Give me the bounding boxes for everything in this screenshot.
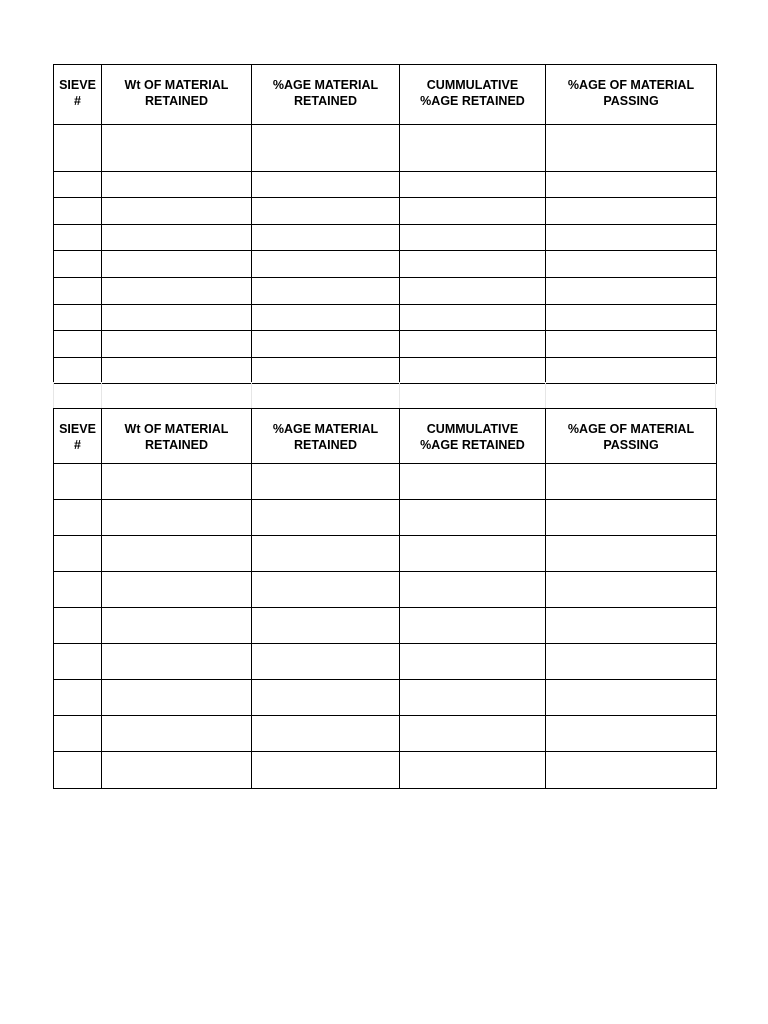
- table-row: [54, 644, 717, 680]
- empty-cell[interactable]: [546, 644, 717, 680]
- empty-cell[interactable]: [252, 278, 400, 305]
- empty-cell[interactable]: [102, 500, 252, 536]
- empty-cell[interactable]: [252, 251, 400, 278]
- empty-cell[interactable]: [400, 225, 546, 251]
- empty-cell[interactable]: [546, 198, 717, 225]
- empty-cell[interactable]: [54, 305, 102, 331]
- empty-cell[interactable]: [252, 305, 400, 331]
- empty-cell[interactable]: [54, 251, 102, 278]
- empty-cell[interactable]: [400, 251, 546, 278]
- empty-cell[interactable]: [102, 716, 252, 752]
- empty-cell[interactable]: [546, 331, 717, 358]
- empty-cell[interactable]: [546, 680, 717, 716]
- empty-cell[interactable]: [546, 172, 717, 198]
- table-row: [54, 572, 717, 608]
- empty-cell[interactable]: [546, 536, 717, 572]
- empty-cell[interactable]: [102, 572, 252, 608]
- empty-cell[interactable]: [400, 358, 546, 384]
- header-cumulative-pct-retained: CUMMULATIVE %AGE RETAINED: [400, 65, 546, 125]
- empty-cell[interactable]: [546, 305, 717, 331]
- gridline: [251, 382, 252, 408]
- empty-cell[interactable]: [400, 198, 546, 225]
- gridline: [53, 382, 54, 408]
- empty-cell[interactable]: [102, 752, 252, 789]
- empty-cell[interactable]: [400, 680, 546, 716]
- table-row: [54, 536, 717, 572]
- table-row: [54, 716, 717, 752]
- gridline: [399, 382, 400, 408]
- empty-cell[interactable]: [546, 572, 717, 608]
- empty-cell[interactable]: [252, 644, 400, 680]
- empty-cell[interactable]: [102, 644, 252, 680]
- header-row: [54, 409, 717, 464]
- empty-cell[interactable]: [54, 752, 102, 789]
- empty-cell[interactable]: [102, 680, 252, 716]
- empty-cell[interactable]: [252, 198, 400, 225]
- table-row: [54, 752, 717, 789]
- empty-cell[interactable]: [546, 358, 717, 384]
- table-row: [54, 500, 717, 536]
- empty-cell[interactable]: [546, 125, 717, 172]
- empty-cell[interactable]: [102, 331, 252, 358]
- gridline: [545, 382, 546, 408]
- table-row: [54, 225, 717, 251]
- table-row: [54, 251, 717, 278]
- empty-cell[interactable]: [54, 225, 102, 251]
- empty-cell[interactable]: [54, 500, 102, 536]
- empty-cell[interactable]: [252, 536, 400, 572]
- table-row: [54, 331, 717, 358]
- table-row: [54, 198, 717, 225]
- empty-cell[interactable]: [546, 225, 717, 251]
- empty-cell[interactable]: [54, 536, 102, 572]
- table-row: [54, 125, 717, 172]
- empty-cell[interactable]: [252, 752, 400, 789]
- empty-cell[interactable]: [102, 305, 252, 331]
- empty-cell[interactable]: [546, 464, 717, 500]
- empty-cell[interactable]: [400, 278, 546, 305]
- empty-cell[interactable]: [102, 464, 252, 500]
- table-row: [54, 464, 717, 500]
- empty-cell[interactable]: [400, 716, 546, 752]
- empty-cell[interactable]: [102, 608, 252, 644]
- empty-cell[interactable]: [252, 225, 400, 251]
- empty-cell[interactable]: [54, 680, 102, 716]
- empty-cell[interactable]: [252, 500, 400, 536]
- empty-cell[interactable]: [54, 331, 102, 358]
- empty-cell[interactable]: [252, 331, 400, 358]
- empty-cell[interactable]: [102, 251, 252, 278]
- empty-cell[interactable]: [400, 536, 546, 572]
- empty-cell[interactable]: [400, 572, 546, 608]
- gridline: [715, 382, 716, 408]
- sieve-analysis-table-1: [53, 64, 717, 384]
- empty-cell[interactable]: [102, 225, 252, 251]
- empty-cell[interactable]: [54, 125, 102, 172]
- empty-cell[interactable]: [400, 608, 546, 644]
- empty-cell[interactable]: [54, 198, 102, 225]
- empty-cell[interactable]: [546, 500, 717, 536]
- empty-cell[interactable]: [102, 536, 252, 572]
- empty-cell[interactable]: [546, 251, 717, 278]
- empty-cell[interactable]: [546, 716, 717, 752]
- empty-cell[interactable]: [546, 752, 717, 789]
- empty-cell[interactable]: [400, 125, 546, 172]
- empty-cell[interactable]: [252, 572, 400, 608]
- empty-cell[interactable]: [400, 172, 546, 198]
- table-1-body: [54, 125, 717, 384]
- empty-cell[interactable]: [546, 608, 717, 644]
- table-2-body: [54, 464, 717, 789]
- empty-cell[interactable]: [400, 752, 546, 789]
- header-pct-material-passing: %AGE OF MATERIAL PASSING: [546, 409, 717, 464]
- header-cumulative-pct-retained: CUMMULATIVE %AGE RETAINED: [400, 409, 546, 464]
- empty-cell[interactable]: [400, 305, 546, 331]
- table-row: [54, 305, 717, 331]
- empty-cell[interactable]: [54, 172, 102, 198]
- empty-cell[interactable]: [252, 680, 400, 716]
- header-wt-material-retained: Wt OF MATERIAL RETAINED: [102, 65, 252, 125]
- empty-cell[interactable]: [54, 572, 102, 608]
- empty-cell[interactable]: [102, 358, 252, 384]
- empty-cell[interactable]: [54, 464, 102, 500]
- table-row: [54, 680, 717, 716]
- empty-cell[interactable]: [252, 358, 400, 384]
- table-row: [54, 608, 717, 644]
- empty-cell[interactable]: [54, 358, 102, 384]
- empty-cell[interactable]: [400, 331, 546, 358]
- empty-cell[interactable]: [54, 716, 102, 752]
- empty-cell[interactable]: [400, 500, 546, 536]
- empty-cell[interactable]: [252, 716, 400, 752]
- empty-cell[interactable]: [54, 278, 102, 305]
- header-row: [54, 65, 717, 125]
- empty-cell[interactable]: [252, 464, 400, 500]
- empty-cell[interactable]: [252, 125, 400, 172]
- header-wt-material-retained: Wt OF MATERIAL RETAINED: [102, 409, 252, 464]
- table-row: [54, 358, 717, 384]
- header-sieve: SIEVE #: [54, 409, 102, 464]
- header-pct-material-retained: %AGE MATERIAL RETAINED: [252, 65, 400, 125]
- sieve-analysis-table-2: [53, 408, 717, 789]
- empty-cell[interactable]: [54, 644, 102, 680]
- empty-cell[interactable]: [102, 278, 252, 305]
- empty-cell[interactable]: [400, 644, 546, 680]
- empty-cell[interactable]: [252, 608, 400, 644]
- header-sieve: SIEVE #: [54, 65, 102, 125]
- empty-cell[interactable]: [400, 464, 546, 500]
- gridline: [101, 382, 102, 408]
- empty-cell[interactable]: [102, 198, 252, 225]
- table-row: [54, 172, 717, 198]
- empty-cell[interactable]: [102, 125, 252, 172]
- table-row: [54, 278, 717, 305]
- empty-cell[interactable]: [546, 278, 717, 305]
- header-pct-material-passing: %AGE OF MATERIAL PASSING: [546, 65, 717, 125]
- header-pct-material-retained: %AGE MATERIAL RETAINED: [252, 409, 400, 464]
- empty-cell[interactable]: [252, 172, 400, 198]
- empty-cell[interactable]: [54, 608, 102, 644]
- empty-cell[interactable]: [102, 172, 252, 198]
